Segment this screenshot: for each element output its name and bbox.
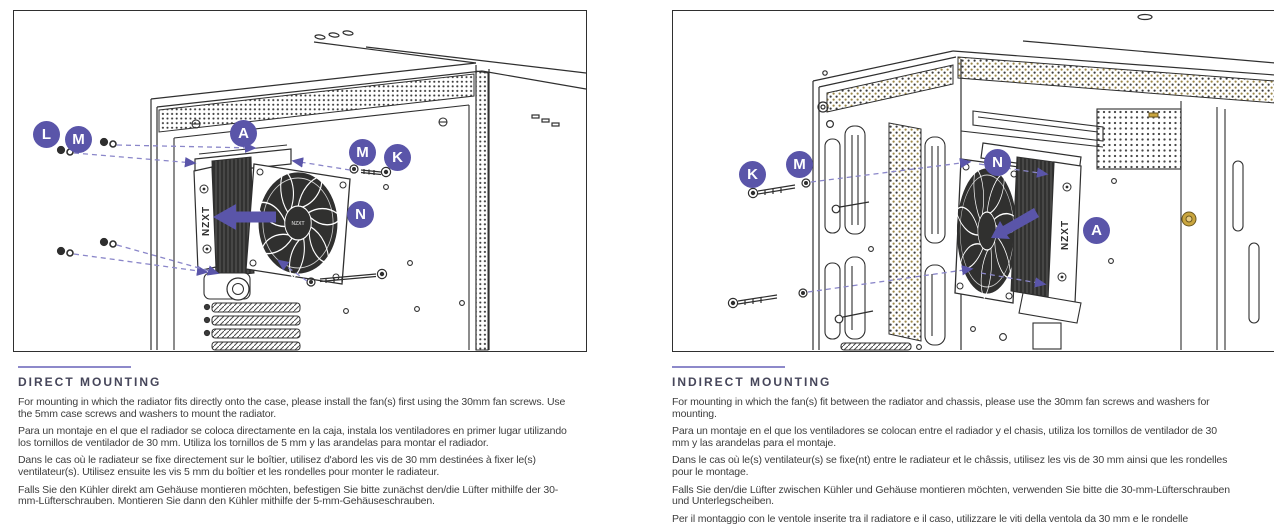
radiator-brand-text: NZXT bbox=[201, 205, 212, 237]
callout-K: K bbox=[739, 161, 766, 188]
callout-L: L bbox=[33, 121, 60, 148]
indirect-paragraph-it: Per il montaggio con le ventole inserite tra il radiatore e il caso, utilizzare le viti della ventola da 30 mm e le rondelle bbox=[672, 512, 1189, 525]
radiator-brand-text: NZXT bbox=[1060, 219, 1071, 251]
indirect-paragraph-de: Falls Sie den/die Lüfter zwischen Kühler und Gehäuse montieren möchten, verwenden Sie bitte die 30-mm-Lüfterschrauben und Unterlegscheiben. bbox=[672, 483, 1230, 508]
section-rule bbox=[18, 366, 131, 368]
case-screws bbox=[57, 138, 116, 256]
direct-mounting-section bbox=[18, 366, 573, 514]
indirect-mounting-section bbox=[672, 366, 1232, 525]
direct-paragraph-en: For mounting in which the radiator fits directly onto the case, please install the fan(s) first using the 30mm fan screws. Use the 5mm case screws and washers to mount the radiator. bbox=[18, 396, 566, 420]
indirect-mounting-figure bbox=[672, 10, 1274, 352]
callout-M: M bbox=[786, 151, 813, 178]
callout-M2: M bbox=[349, 139, 376, 166]
callout-N: N bbox=[347, 201, 374, 228]
indirect-paragraph-es: Para un montaje en el que los ventiladores se colocan entre el radiador y el chasis, utiliza los tornillos de ventilador de 30 mm y las arandelas para el montaje. bbox=[672, 425, 1217, 449]
callout-N: N bbox=[984, 149, 1011, 176]
fan-hub-brand-text: NZXT bbox=[291, 221, 305, 227]
indirect-paragraph-en: For mounting in which the fan(s) fit between the radiator and chassis, please use the 30mm fan screws and washers for mounting. bbox=[672, 396, 1210, 420]
direct-mounting-figure bbox=[13, 10, 587, 352]
direct-paragraph-de: Falls Sie den Kühler direkt am Gehäuse montieren möchten, befestigen Sie bitte zunächst den/die Lüfter mithilfe der 30-mm-Lüfterschrauben. Montieren Sie dann den Kühler mithilfe der 5-mm-Gehäuseschrauben. bbox=[18, 483, 559, 508]
callout-M: M bbox=[65, 126, 92, 153]
section-rule bbox=[672, 366, 785, 368]
callout-A: A bbox=[1083, 217, 1110, 244]
fan-screws bbox=[728, 179, 873, 323]
pci-slots bbox=[204, 303, 300, 350]
direct-mounting-heading: DIRECT MOUNTING bbox=[18, 375, 162, 389]
callout-K: K bbox=[384, 144, 411, 171]
direct-paragraph-es: Para un montaje en el que el radiador se coloca directamente en la caja, instala los ventiladores en primer lugar utilizando los tornillos de ventilador de 30 mm. Utiliza los tornillos de 5 mm y las arandelas para montar el radiador. bbox=[18, 425, 567, 449]
indirect-mounting-heading: INDIRECT MOUNTING bbox=[672, 375, 832, 389]
fan bbox=[246, 164, 350, 284]
direct-paragraph-fr: Dans le cas où le radiateur se fixe directement sur le boîtier, utilisez d'abord les vis de 30 mm destinées à fixer le(s) ventilateur(s). Utilisez ensuite les vis 5 mm du boîtier et les rondelles pour monter le radiateur. bbox=[18, 454, 536, 478]
direct-mounting-case-illustration bbox=[14, 11, 586, 351]
indirect-paragraph-fr: Dans le cas où le(s) ventilateur(s) se fixe(nt) entre le radiateur et le châssis, utilisez les vis de 30 mm ainsi que les rondelles pour le montage. bbox=[672, 454, 1228, 478]
callout-A: A bbox=[230, 120, 257, 147]
